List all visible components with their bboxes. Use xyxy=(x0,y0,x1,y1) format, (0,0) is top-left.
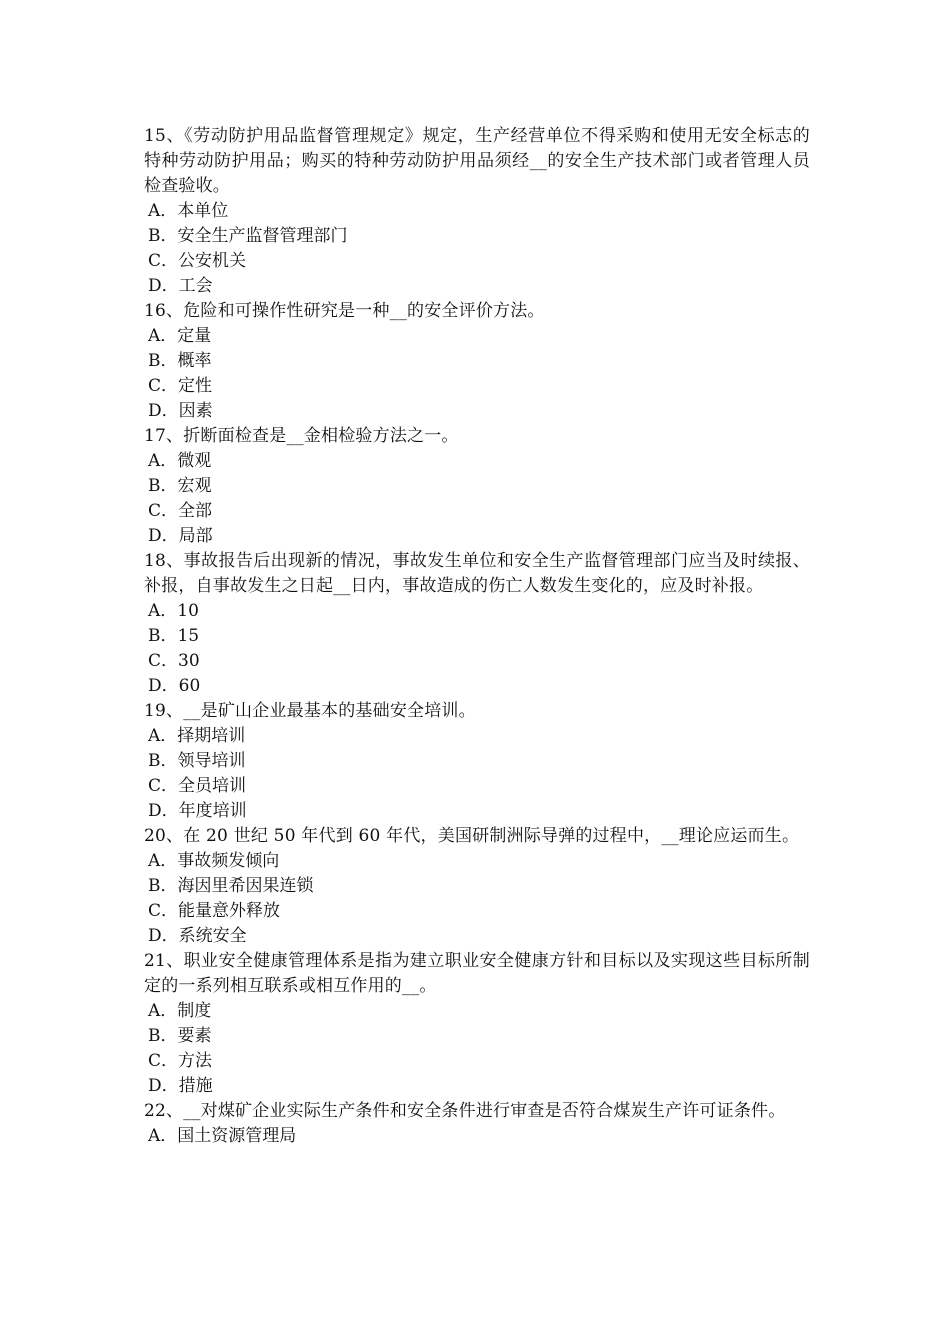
question-22 xyxy=(144,1099,810,1149)
option-b: B．海因里希因果连锁 xyxy=(148,876,314,896)
question-15 xyxy=(144,124,810,299)
option-d: D．措施 xyxy=(148,1076,213,1096)
question-text: 21、职业安全健康管理体系是指为建立职业安全健康方针和目标以及实现这些目标所制定的一系列相互联系或相互作用的__。 xyxy=(144,951,810,996)
question-21 xyxy=(144,949,810,1099)
option-c: C．公安机关 xyxy=(148,251,247,271)
option-b: B．领导培训 xyxy=(148,751,246,771)
option-b: B．安全生产监督管理部门 xyxy=(148,226,348,246)
option-a: A．国土资源管理局 xyxy=(148,1126,297,1146)
option-d: D．工会 xyxy=(148,276,213,296)
option-d: D．60 xyxy=(148,676,201,696)
question-19 xyxy=(144,699,810,824)
option-b: B．宏观 xyxy=(148,476,212,496)
option-c: C．全部 xyxy=(148,501,213,521)
option-d: D．年度培训 xyxy=(148,801,247,821)
option-c: C．方法 xyxy=(148,1051,213,1071)
option-c: C．全员培训 xyxy=(148,776,247,796)
option-a: A．事故频发倾向 xyxy=(148,851,280,871)
option-a: A．择期培训 xyxy=(148,726,246,746)
option-a: A．本单位 xyxy=(148,201,229,221)
question-text: 16、危险和可操作性研究是一种__的安全评价方法。 xyxy=(144,301,545,321)
question-text: 15、《劳动防护用品监督管理规定》规定，生产经营单位不得采购和使用无安全标志的特种劳动防护用品；购买的特种劳动防护用品须经__的安全生产技术部门或者管理人员检查验收。 xyxy=(144,126,810,196)
question-text: 22、__对煤矿企业实际生产条件和安全条件进行审查是否符合煤炭生产许可证条件。 xyxy=(144,1101,786,1121)
option-a: A．制度 xyxy=(148,1001,212,1021)
option-c: C．30 xyxy=(148,651,200,671)
option-b: B．15 xyxy=(148,626,200,646)
question-20 xyxy=(144,824,810,949)
option-b: B．概率 xyxy=(148,351,212,371)
option-d: D．局部 xyxy=(148,526,213,546)
question-18 xyxy=(144,549,810,699)
question-text: 18、事故报告后出现新的情况，事故发生单位和安全生产监督管理部门应当及时续报、补报，自事故发生之日起__日内，事故造成的伤亡人数发生变化的，应及时补报。 xyxy=(144,551,810,596)
question-list xyxy=(144,124,810,1149)
option-a: A．微观 xyxy=(148,451,212,471)
question-text: 19、__是矿山企业最基本的基础安全培训。 xyxy=(144,701,476,721)
question-17 xyxy=(144,424,810,549)
option-c: C．定性 xyxy=(148,376,213,396)
option-d: D．系统安全 xyxy=(148,926,247,946)
question-text: 20、在 20 世纪 50 年代到 60 年代，美国研制洲际导弹的过程中，__理论应运而生。 xyxy=(144,826,800,846)
option-b: B．要素 xyxy=(148,1026,212,1046)
option-a: A．定量 xyxy=(148,326,212,346)
question-text: 17、折断面检查是__金相检验方法之一。 xyxy=(144,426,459,446)
option-a: A．10 xyxy=(148,601,199,621)
option-c: C．能量意外释放 xyxy=(148,901,281,921)
option-d: D．因素 xyxy=(148,401,213,421)
question-16 xyxy=(144,299,810,424)
